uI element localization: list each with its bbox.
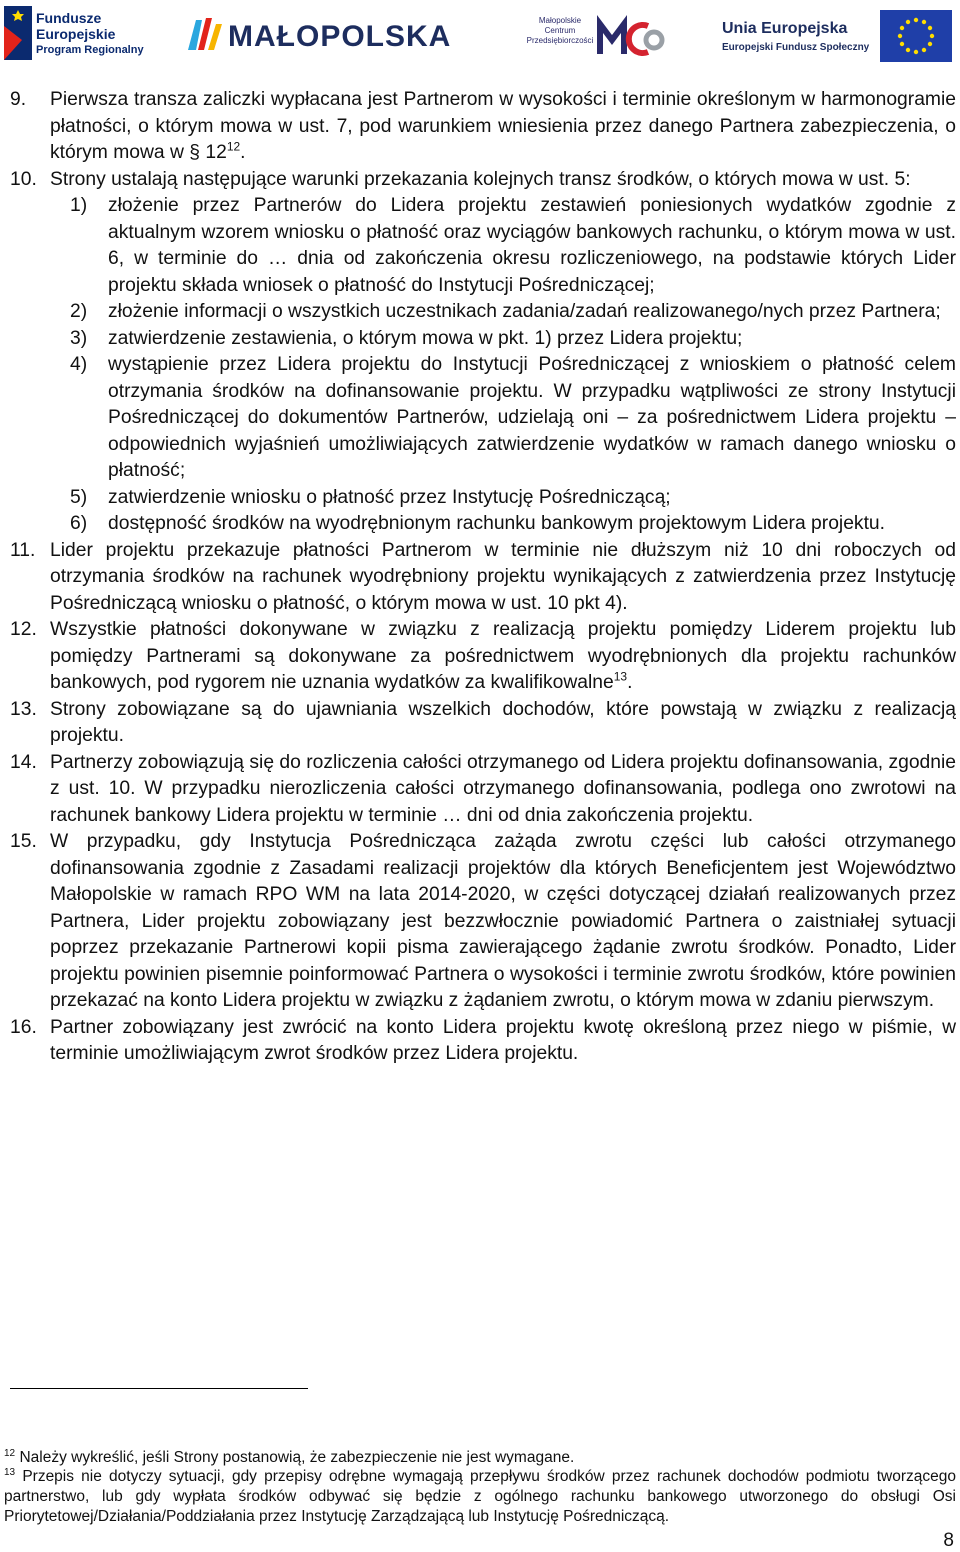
- malopolska-wordmark: MAŁOPOLSKA: [228, 20, 452, 53]
- paragraph-text: Partnerzy zobowiązują się do rozliczenia całości otrzymanego od Lidera projektu dofinansowania, zgodnie z ust. 10. W przypadku nierozliczenia całości otrzymanego dofinansowania, podlega ono zwrotowi na rachunek bankowy Lidera projektu w terminie … dni od dnia zakończenia projektu.: [50, 751, 956, 826]
- paragraph-16: [10, 1015, 956, 1068]
- footnote-ref-13[interactable]: 13: [613, 669, 628, 684]
- paragraph-number: 16.: [10, 1016, 37, 1038]
- list-item-number: 1): [70, 195, 88, 216]
- eu-flag-icon: [880, 10, 952, 62]
- paragraph-number: 10.: [10, 168, 37, 190]
- paragraph-text: Strony zobowiązane są do ujawniania wszelkich dochodów, które powstają w związku z realizacją projektu.: [50, 698, 956, 746]
- footnote-number: 12: [4, 1447, 16, 1459]
- list-item-text: dostępność środków na wyodrębnionym rachunku bankowym projektowym Lidera projektu.: [108, 513, 886, 534]
- malopolska-mark-icon: [186, 14, 226, 54]
- list-item-6: [10, 511, 956, 538]
- paragraph-number: 12.: [10, 619, 37, 640]
- footnote-12: [4, 1448, 956, 1468]
- paragraph-number: 13.: [10, 698, 37, 720]
- mcp-logo-line3: Przedsiębiorczości: [526, 36, 594, 45]
- paragraph-text: Wszystkie płatności dokonywane w związku z realizacją projektu pomiędzy Liderem projektu lub pomiędzy Partnerami są dokonywane za pośrednictwem wyodrębnionych dla projektu rachunków bankowych, pod rygorem nie uznania wydatków za kwalifikowalne: [50, 619, 956, 693]
- fe-logo-line3: Program Regionalny: [36, 44, 144, 56]
- list-item-2: [10, 299, 956, 326]
- list-item-number: 6): [70, 513, 88, 534]
- list-item-1: [10, 193, 956, 299]
- fe-logo-line2: Europejskie: [36, 26, 116, 42]
- paragraph-number: 14.: [10, 751, 37, 773]
- footnote-text: Należy wykreślić, jeśli Strony postanowią, że zabezpieczenie nie jest wymagane.: [19, 1449, 575, 1466]
- list-item-5: [10, 485, 956, 512]
- list-item-number: 4): [70, 354, 88, 375]
- paragraph-9: [10, 87, 956, 167]
- paragraph-text: W przypadku, gdy Instytucja Pośrednicząca zażąda zwrotu części lub całości otrzymanego dofinansowania zgodnie z Zasadami realizacji projektów dla których Beneficjentem jest Województwo Małopolskie w ramach RPO WM na lata 2014-2020, w części dotyczącej działań realizowanych przez Partnera, Lider projektu zobowiązany jest bezzwłocznie powiadomić Partnera o zaistniałej sytuacji poprzez przekazanie Partnerowi kopii pisma zawierającego żądanie zwrotu środków. Ponadto, Lider projektu powinien pisemnie poinformować Partnera o wysokości i terminie zwrotu środków, które powinien przekazać na konto Lidera projektu w związku z żądaniem zwrotu, o którym mowa w zdaniu pierwszym.: [50, 831, 956, 1011]
- footnote-ref-12[interactable]: 12: [226, 139, 241, 154]
- unia-europejska-logo: [722, 2, 958, 64]
- list-item-number: 2): [70, 301, 88, 322]
- list-item-text: złożenie informacji o wszystkich uczestnikach zadania/zadań realizowanego/nych przez Partnera;: [108, 301, 941, 322]
- paragraph-15: [10, 829, 956, 1015]
- paragraph-13: [10, 697, 956, 750]
- fe-logo-line1: Fundusze: [36, 10, 102, 26]
- footnote-separator: [10, 1388, 308, 1389]
- list-item-text: zatwierdzenie zestawienia, o którym mowa w pkt. 1) przez Lidera projektu;: [108, 327, 743, 349]
- list-item-text: wystąpienie przez Lidera projektu do Instytucji Pośredniczącej z wnioskiem o płatność celem otrzymania środków na dofinansowanie projektu. W przypadku wątpliwości ze strony Instytucji Pośredniczącej do dokumentów Partnerów, udzielają oni – za pośrednictwem Lidera projektu – odpowiednich wyjaśnień umożliwiających zatwierdzenie wydatków w ramach danego wniosku o płatność;: [108, 354, 956, 481]
- paragraph-10: [10, 167, 956, 194]
- paragraph-number: 9.: [10, 89, 27, 110]
- paragraph-11: [10, 538, 956, 618]
- paragraph-12: [10, 617, 956, 697]
- list-item-number: 5): [70, 486, 88, 508]
- list-item-4: [10, 352, 956, 485]
- mcp-logo: [500, 2, 670, 64]
- page-number: 8: [943, 1530, 954, 1551]
- list-item-text: złożenie przez Partnerów do Lidera projektu zestawień poniesionych wydatków zgodnie z aktualnym wzorem wniosku o płatność oraz wyciągów bankowych rachunku, o którym mowa w ust. 6, w terminie do … dnia od zakończenia okresu rozliczeniowego, na podstawie których Lider projektu składa wniosek o płatność do Instytucji Pośredniczącej;: [108, 195, 956, 296]
- paragraph-text: Strony ustalają następujące warunki przekazania kolejnych transz środków, o których mowa w ust. 5:: [50, 168, 911, 190]
- paragraph-text: Pierwsza transza zaliczki wypłacana jest Partnerom w wysokości i terminie określonym w harmonogramie płatności, o którym mowa w ust. 7, pod warunkiem wniesienia przez danego Partnera zabezpieczenia, o którym mowa w § 12: [50, 89, 956, 163]
- footnote-number: 13: [4, 1466, 16, 1478]
- paragraph-text: Lider projektu przekazuje płatności Partnerom w terminie nie dłuższym niż 10 dni roboczych od otrzymania środków na rachunek wyodrębniony projektu wynikających z zatwierdzenia przez Instytucję Pośredniczącą wniosku o płatność, o którym mowa w ust. 10 pkt 4).: [50, 539, 956, 614]
- malopolska-logo: [186, 2, 466, 64]
- list-item-text: zatwierdzenie wniosku o płatność przez Instytucję Pośredniczącą;: [108, 486, 671, 508]
- mcp-mark-icon: [596, 10, 666, 66]
- footnote-text: Przepis nie dotyczy sytuacji, gdy przepisy odrębne wymagają przepływu środków przez rachunek dochodów podmiotu tworzącego partnerstwo, lub gdy wypłata środków odbywać się będzie z ogólnego rachunku bankowego utworzonego do obsługi Osi Priorytetowej/Działania/Poddziałania przez Instytucję Zarządzającą lub Instytucję Pośredniczącą.: [4, 1468, 956, 1525]
- paragraph-number: 11.: [10, 539, 36, 561]
- list-item-3: [10, 326, 956, 353]
- list-item-number: 3): [70, 327, 88, 349]
- header-logo-bar: [0, 0, 960, 68]
- footnote-13: [4, 1467, 956, 1527]
- mcp-logo-line2: Centrum: [544, 26, 576, 35]
- ue-logo-line2: Europejski Fundusz Społeczny: [722, 42, 870, 53]
- paragraph-14: [10, 750, 956, 830]
- mcp-logo-line1: Małopolskie: [538, 16, 582, 25]
- paragraph-number: 15.: [10, 831, 37, 852]
- paragraph-text: Partner zobowiązany jest zwrócić na konto Lidera projektu kwotę określoną przez niego w piśmie, w terminie umożliwiającym zwrot środków przez Lidera projektu.: [50, 1016, 956, 1064]
- fundusze-europejskie-logo: [2, 2, 152, 64]
- document-body: [10, 87, 956, 1068]
- paragraph-text-end: .: [627, 672, 633, 693]
- paragraph-text-end: .: [240, 142, 246, 163]
- ue-logo-line1: Unia Europejska: [722, 20, 848, 37]
- fe-flag-icon: [4, 6, 32, 60]
